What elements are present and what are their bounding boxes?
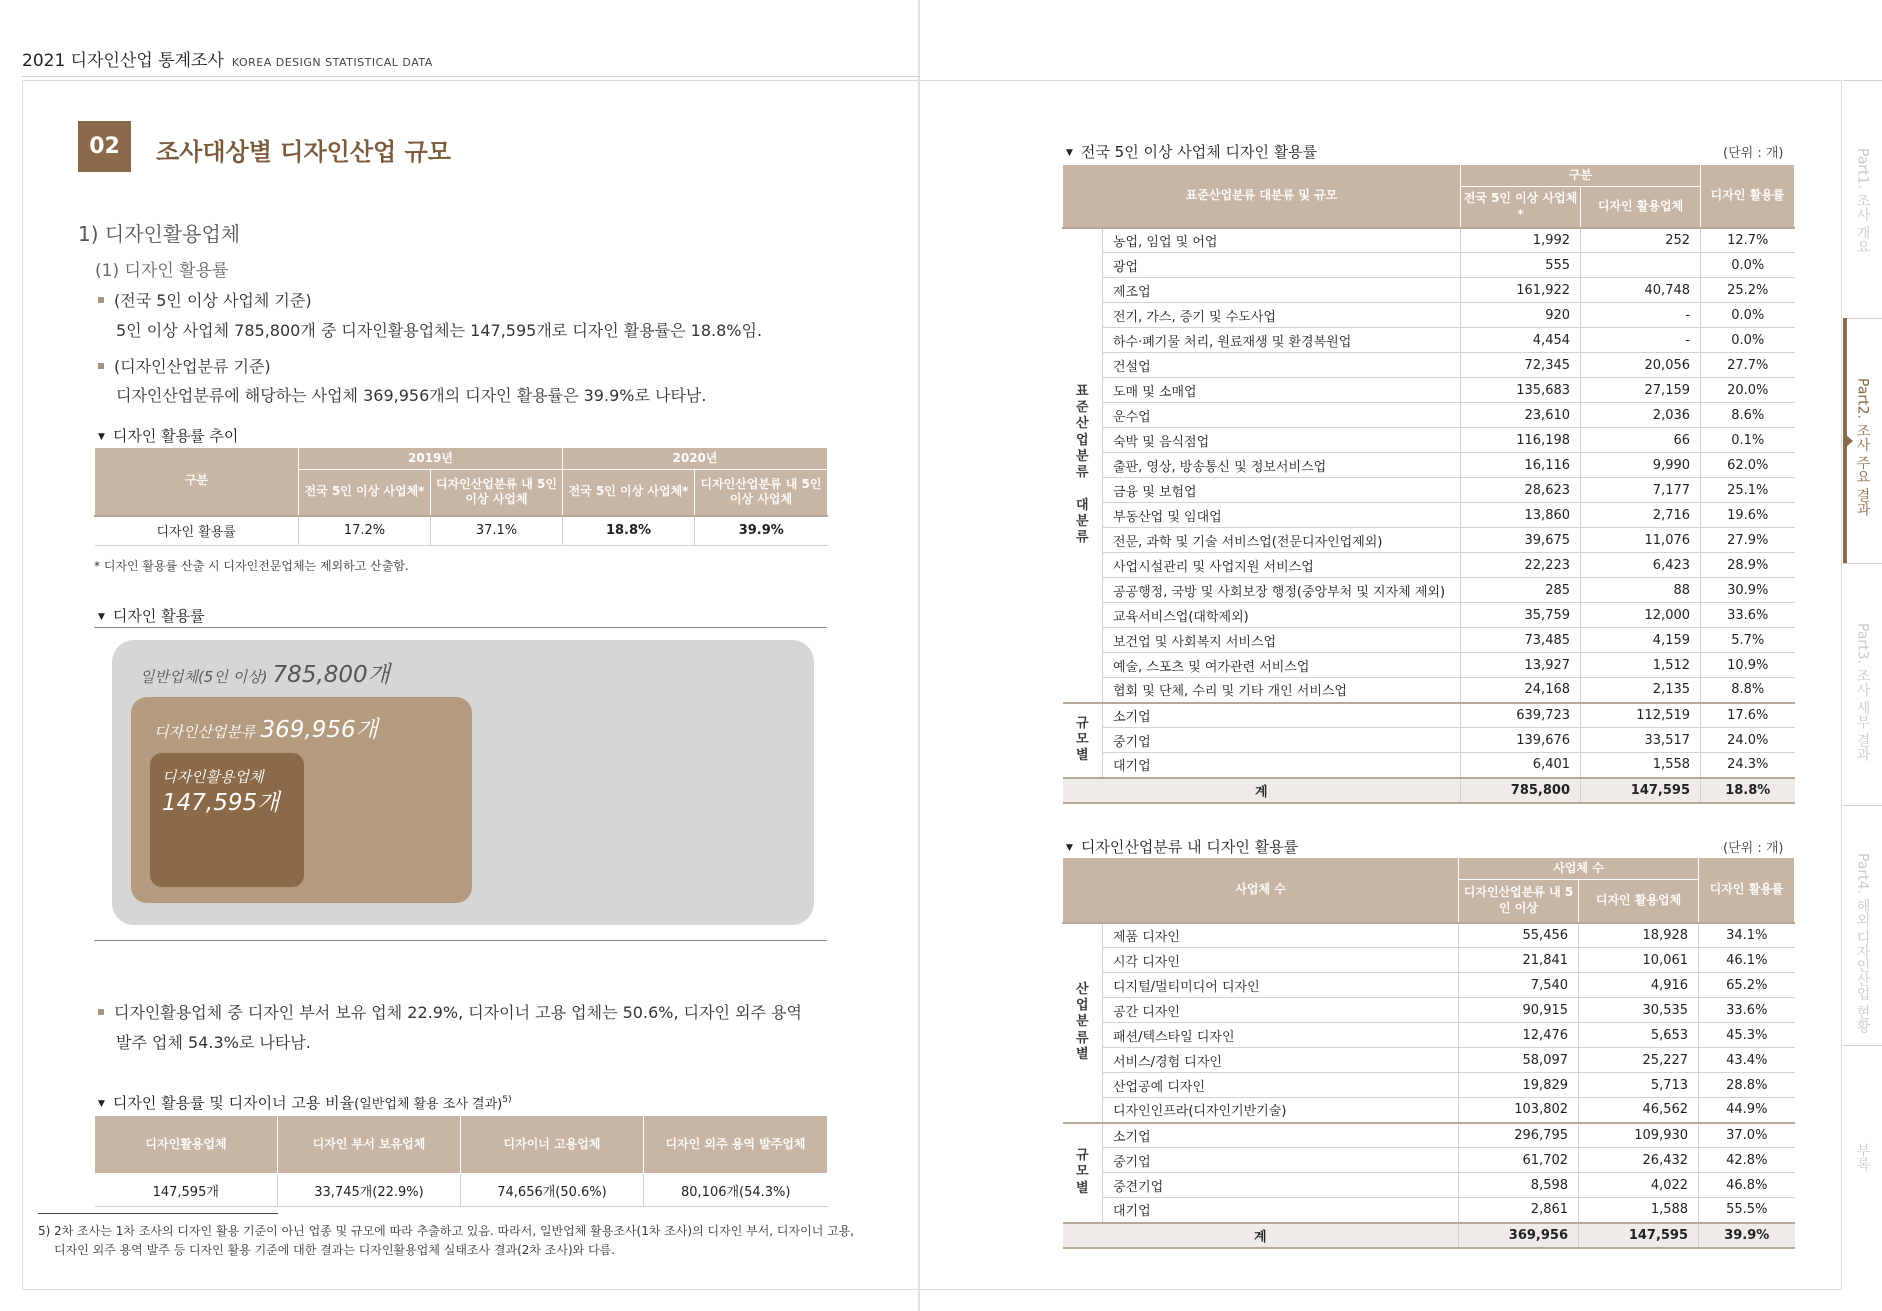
- row-design-count: 40,748: [1581, 278, 1701, 303]
- row-design-count: 1,512: [1581, 653, 1701, 678]
- footnote-rule: [38, 1213, 278, 1214]
- row-count: 639,723: [1461, 703, 1581, 728]
- footnote-line-1: 5) 2차 조사는 1차 조사의 디자인 활용 기준이 아닌 업종 및 규모에 따라 추출하고 있음. 따라서, 일반업체 활용조사(1차 조사)의 디자인 부서, 디자이너 고용,: [38, 1224, 855, 1238]
- row-count: 296,795: [1459, 1123, 1579, 1148]
- row-design-count: [1581, 253, 1701, 278]
- diagram-title: ▼ 디자인 활용률: [98, 607, 205, 625]
- table1: [1062, 164, 1795, 804]
- row-rate: 19.6%: [1701, 503, 1795, 528]
- trend-table: [94, 447, 828, 546]
- total-value: 369,956: [1459, 1223, 1579, 1248]
- table-row: [1063, 228, 1795, 253]
- trend-subhead: 전국 5인 이상 사업체*: [563, 470, 695, 516]
- side-tab-part1[interactable]: Part1. 조사 개요: [1854, 148, 1871, 254]
- triangle-down-icon: ▼: [1066, 147, 1073, 158]
- tab-divider: [1843, 318, 1882, 319]
- row-rate: 33.6%: [1701, 603, 1795, 628]
- row-count: 135,683: [1461, 378, 1581, 403]
- table-row: [1063, 948, 1795, 973]
- table-row: [1063, 1173, 1795, 1198]
- total-value: 147,595: [1579, 1223, 1699, 1248]
- row-label: 제품 디자인: [1103, 923, 1459, 948]
- row-count: 285: [1461, 578, 1581, 603]
- tab-divider: [1843, 805, 1882, 806]
- row-count: 39,675: [1461, 528, 1581, 553]
- row-design-count: 7,177: [1581, 478, 1701, 503]
- row-count: 12,476: [1459, 1023, 1579, 1048]
- chapter-title: 조사대상별 디자인산업 규모: [156, 138, 451, 166]
- ratio-value: 80,106개(54.3%): [644, 1174, 828, 1207]
- table-row: [1063, 578, 1795, 603]
- triangle-down-icon: ▼: [1066, 842, 1073, 853]
- row-count: 7,540: [1459, 973, 1579, 998]
- side-tab-part2[interactable]: Part2. 조사 주요 결과: [1854, 378, 1871, 517]
- row-design-count: 4,159: [1581, 628, 1701, 653]
- table1-head-group: 구분: [1461, 165, 1701, 187]
- trend-value: 18.8%: [563, 516, 695, 546]
- row-design-count: 4,022: [1579, 1173, 1699, 1198]
- row-rate: 27.7%: [1701, 353, 1795, 378]
- row-design-count: 4,916: [1579, 973, 1699, 998]
- row-design-count: 5,713: [1579, 1073, 1699, 1098]
- tab-divider: [1843, 80, 1882, 81]
- table2-head-col2: 디자인 활용업체: [1579, 880, 1699, 923]
- row-rate: 46.1%: [1699, 948, 1795, 973]
- row-design-count: 1,588: [1579, 1198, 1699, 1223]
- row-rate: 42.8%: [1699, 1148, 1795, 1173]
- row-label: 중견기업: [1103, 1173, 1459, 1198]
- table-row: [1063, 528, 1795, 553]
- ratio-header: 디자인활용업체: [95, 1116, 278, 1174]
- row-design-count: 46,562: [1579, 1098, 1699, 1123]
- row-design-count: 9,990: [1581, 453, 1701, 478]
- diagram-mid-label: 디자인산업분류 369,956개: [154, 717, 378, 743]
- row-rate: 37.0%: [1699, 1123, 1795, 1148]
- ratio-table-title: ▼ 디자인 활용률 및 디자이너 고용 비율(일반업체 활용 조사 결과)$^{5)}$: [98, 1094, 512, 1112]
- diagram-bottom-rule: [94, 940, 827, 941]
- row-label: 산업공예 디자인: [1103, 1073, 1459, 1098]
- table-row: [1063, 653, 1795, 678]
- table-row: [1063, 1198, 1795, 1223]
- table-row: [1063, 353, 1795, 378]
- row-group-label: 표 준 산 업 분 류 대 분 류: [1063, 228, 1103, 703]
- table2-total: [1063, 1223, 1795, 1248]
- row-label: 소기업: [1103, 703, 1461, 728]
- row-count: 22,223: [1461, 553, 1581, 578]
- ratio-header: 디자이너 고용업체: [461, 1116, 644, 1174]
- row-label: 공간 디자인: [1103, 998, 1459, 1023]
- row-design-count: 30,535: [1579, 998, 1699, 1023]
- table2-unit: (단위 : 개): [1723, 841, 1784, 856]
- row-design-count: -: [1581, 303, 1701, 328]
- table-row: [1063, 998, 1795, 1023]
- row-design-count: 1,558: [1581, 753, 1701, 778]
- row-design-count: 27,159: [1581, 378, 1701, 403]
- row-label: 서비스/경험 디자인: [1103, 1048, 1459, 1073]
- trend-value: 39.9%: [695, 516, 828, 546]
- row-design-count: 6,423: [1581, 553, 1701, 578]
- bullet-square-icon: [98, 1009, 104, 1015]
- row-rate: 17.6%: [1701, 703, 1795, 728]
- bullet-2-title: (디자인산업분류 기준): [98, 354, 271, 377]
- table-row: [1063, 403, 1795, 428]
- row-count: 116,198: [1461, 428, 1581, 453]
- table-row: [1063, 503, 1795, 528]
- row-rate: 24.0%: [1701, 728, 1795, 753]
- table-row: [1063, 628, 1795, 653]
- trend-value: 37.1%: [431, 516, 563, 546]
- tab-divider: [1843, 563, 1882, 564]
- bullet-1-title: (전국 5인 이상 사업체 기준): [98, 288, 312, 311]
- row-rate: 45.3%: [1699, 1023, 1795, 1048]
- row-design-count: 2,135: [1581, 678, 1701, 703]
- table-row: [1063, 1123, 1795, 1148]
- row-rate: 25.1%: [1701, 478, 1795, 503]
- row-count: 73,485: [1461, 628, 1581, 653]
- row-design-count: 25,227: [1579, 1048, 1699, 1073]
- row-label: 패션/텍스타일 디자인: [1103, 1023, 1459, 1048]
- table-row: [1063, 603, 1795, 628]
- row-rate: 55.5%: [1699, 1198, 1795, 1223]
- subsection-heading: (1) 디자인 활용률: [95, 261, 229, 281]
- row-design-count: 18,928: [1579, 923, 1699, 948]
- row-label: 중기업: [1103, 728, 1461, 753]
- row-count: 23,610: [1461, 403, 1581, 428]
- row-count: 61,702: [1459, 1148, 1579, 1173]
- table2-head-col1: 디자인산업분류 내 5인 이상: [1459, 880, 1579, 923]
- bullet-3-line-1: 디자인활용업체 중 디자인 부서 보유 업체 22.9%, 디자이너 고용 업체는 50.6%, 디자인 외주 용역: [98, 1000, 802, 1023]
- ratio-table: [94, 1115, 828, 1207]
- triangle-down-icon: ▼: [98, 1098, 105, 1109]
- table-row: [1063, 378, 1795, 403]
- ratio-value: 147,595개: [95, 1174, 278, 1207]
- section-heading: 1) 디자인활용업체: [78, 222, 241, 246]
- row-count: 6,401: [1461, 753, 1581, 778]
- table-row: [1063, 303, 1795, 328]
- table1-body-industry: [1063, 228, 1795, 703]
- row-label: 운수업: [1103, 403, 1461, 428]
- row-label: 광업: [1103, 253, 1461, 278]
- row-design-count: 66: [1581, 428, 1701, 453]
- row-count: 19,829: [1459, 1073, 1579, 1098]
- table2-body-size: [1063, 1123, 1795, 1223]
- row-group-label: 규 모 별: [1063, 703, 1103, 778]
- row-count: 555: [1461, 253, 1581, 278]
- row-label: 숙박 및 음식점업: [1103, 428, 1461, 453]
- row-design-count: 112,519: [1581, 703, 1701, 728]
- row-rate: 43.4%: [1699, 1048, 1795, 1073]
- row-design-count: 10,061: [1579, 948, 1699, 973]
- table-row: [1063, 478, 1795, 503]
- row-count: 161,922: [1461, 278, 1581, 303]
- total-label: 계: [1063, 1223, 1459, 1248]
- row-rate: 28.9%: [1701, 553, 1795, 578]
- row-rate: 0.0%: [1701, 253, 1795, 278]
- table-row: [1063, 973, 1795, 998]
- table-row: [1063, 278, 1795, 303]
- tab-divider: [1843, 1045, 1882, 1046]
- table-row: [1063, 1048, 1795, 1073]
- table-row: [1063, 328, 1795, 353]
- diagram-inner-label: 디자인활용업체: [162, 768, 264, 786]
- row-label: 사업시설관리 및 사업지원 서비스업: [1103, 553, 1461, 578]
- row-label: 전문, 과학 및 기술 서비스업(전문디자인업제외): [1103, 528, 1461, 553]
- row-design-count: 2,036: [1581, 403, 1701, 428]
- total-value: 785,800: [1461, 778, 1581, 803]
- row-label: 디지털/멀티미디어 디자인: [1103, 973, 1459, 998]
- table2-title: ▼ 디자인산업분류 내 디자인 활용률: [1066, 838, 1299, 856]
- row-label: 하수·폐기물 처리, 원료재생 및 환경복원업: [1103, 328, 1461, 353]
- row-rate: 24.3%: [1701, 753, 1795, 778]
- bullet-square-icon: [98, 363, 104, 369]
- row-design-count: 11,076: [1581, 528, 1701, 553]
- trend-table-note: * 디자인 활용률 산출 시 디자인전문업체는 제외하고 산출함.: [94, 559, 409, 573]
- table1-total: [1063, 778, 1795, 803]
- row-design-count: 252: [1581, 228, 1701, 253]
- row-rate: 0.0%: [1701, 303, 1795, 328]
- row-label: 협회 및 단체, 수리 및 기타 개인 서비스업: [1103, 678, 1461, 703]
- table-row: [1063, 923, 1795, 948]
- table-row: [1063, 753, 1795, 778]
- trend-table-title: ▼ 디자인 활용률 추이: [98, 427, 239, 445]
- row-design-count: 109,930: [1579, 1123, 1699, 1148]
- table-row: [1063, 1098, 1795, 1123]
- row-label: 금융 및 보험업: [1103, 478, 1461, 503]
- row-rate: 30.9%: [1701, 578, 1795, 603]
- row-label: 소기업: [1103, 1123, 1459, 1148]
- row-rate: 28.8%: [1699, 1073, 1795, 1098]
- row-label: 대기업: [1103, 753, 1461, 778]
- row-count: 2,861: [1459, 1198, 1579, 1223]
- row-rate: 62.0%: [1701, 453, 1795, 478]
- table-row: [1063, 728, 1795, 753]
- row-label: 도매 및 소매업: [1103, 378, 1461, 403]
- running-head-subtitle: KOREA DESIGN STATISTICAL DATA: [231, 56, 433, 69]
- bullet-2-text: 디자인산업분류에 해당하는 사업체 369,956개의 디자인 활용률은 39.9%로 나타남.: [116, 386, 707, 405]
- row-design-count: 2,716: [1581, 503, 1701, 528]
- bullet-1-text: 5인 이상 사업체 785,800개 중 디자인활용업체는 147,595개로 디자인 활용률은 18.8%임.: [116, 321, 763, 340]
- trend-subhead: 디자인산업분류 내 5인 이상 사업체: [695, 470, 828, 516]
- side-tab-appendix[interactable]: 부록: [1854, 1143, 1871, 1171]
- ratio-header: 디자인 부서 보유업체: [278, 1116, 461, 1174]
- row-label: 제조업: [1103, 278, 1461, 303]
- row-rate: 27.9%: [1701, 528, 1795, 553]
- row-label: 부동산업 및 임대업: [1103, 503, 1461, 528]
- row-design-count: 88: [1581, 578, 1701, 603]
- running-head: [22, 46, 433, 71]
- row-rate: 44.9%: [1699, 1098, 1795, 1123]
- row-label: 전기, 가스, 증기 및 수도사업: [1103, 303, 1461, 328]
- row-rate: 34.1%: [1699, 923, 1795, 948]
- table-total-row: [1063, 1223, 1795, 1248]
- row-count: 4,454: [1461, 328, 1581, 353]
- table1-title: ▼ 전국 5인 이상 사업체 디자인 활용률: [1066, 143, 1318, 161]
- row-label: 시각 디자인: [1103, 948, 1459, 973]
- table1-body-size: [1063, 703, 1795, 778]
- trend-row-label: 디자인 활용률: [95, 516, 299, 546]
- running-head-title: 2021 디자인산업 통계조사: [22, 51, 224, 71]
- row-design-count: 26,432: [1579, 1148, 1699, 1173]
- row-label: 교육서비스업(대학제외): [1103, 603, 1461, 628]
- ratio-value: 74,656개(50.6%): [461, 1174, 644, 1207]
- row-label: 공공행정, 국방 및 사회보장 행정(중앙부처 및 지자체 제외): [1103, 578, 1461, 603]
- total-value: 39.9%: [1699, 1223, 1795, 1248]
- table2-head-rate: 디자인 활용률: [1699, 858, 1795, 923]
- row-label: 농업, 임업 및 어업: [1103, 228, 1461, 253]
- row-rate: 46.8%: [1699, 1173, 1795, 1198]
- row-count: 55,456: [1459, 923, 1579, 948]
- trend-year-2020: 2020년: [563, 448, 828, 470]
- row-design-count: 12,000: [1581, 603, 1701, 628]
- table-row: [1063, 453, 1795, 478]
- table-row: [1063, 1148, 1795, 1173]
- row-count: 58,097: [1459, 1048, 1579, 1073]
- row-rate: 8.6%: [1701, 403, 1795, 428]
- chapter-number: 02: [78, 121, 131, 172]
- row-count: 28,623: [1461, 478, 1581, 503]
- total-label: 계: [1063, 778, 1461, 803]
- table-row: [1063, 1073, 1795, 1098]
- triangle-down-icon: ▼: [98, 431, 105, 442]
- row-count: 21,841: [1459, 948, 1579, 973]
- trend-subhead: 디자인산업분류 내 5인 이상 사업체: [431, 470, 563, 516]
- table1-head-col2: 디자인 활용업체: [1581, 187, 1701, 228]
- row-label: 건설업: [1103, 353, 1461, 378]
- total-value: 18.8%: [1701, 778, 1795, 803]
- row-count: 103,802: [1459, 1098, 1579, 1123]
- row-rate: 20.0%: [1701, 378, 1795, 403]
- table2-body-industry: [1063, 923, 1795, 1123]
- row-count: 1,992: [1461, 228, 1581, 253]
- row-count: 8,598: [1459, 1173, 1579, 1198]
- row-design-count: 20,056: [1581, 353, 1701, 378]
- row-rate: 12.7%: [1701, 228, 1795, 253]
- diagram-top-rule: [94, 627, 827, 628]
- row-count: 13,927: [1461, 653, 1581, 678]
- table2-head-group: 사업체 수: [1459, 858, 1699, 880]
- row-count: 35,759: [1461, 603, 1581, 628]
- row-rate: 0.1%: [1701, 428, 1795, 453]
- row-rate: 65.2%: [1699, 973, 1795, 998]
- row-label: 대기업: [1103, 1198, 1459, 1223]
- table-row: [1063, 428, 1795, 453]
- row-label: 출판, 영상, 방송통신 및 정보서비스업: [1103, 453, 1461, 478]
- table-row: [1063, 1023, 1795, 1048]
- table2: [1062, 857, 1795, 1249]
- row-group-label: 산 업 분 류 별: [1063, 923, 1103, 1123]
- row-label: 보건업 및 사회복지 서비스업: [1103, 628, 1461, 653]
- table2-head-label: 사업체 수: [1063, 858, 1459, 923]
- side-tab-part4[interactable]: Part4. 해외 디자인산업 현황: [1854, 853, 1871, 1034]
- row-count: 920: [1461, 303, 1581, 328]
- row-label: 예술, 스포츠 및 여가관련 서비스업: [1103, 653, 1461, 678]
- table-row: [1063, 553, 1795, 578]
- row-label: 중기업: [1103, 1148, 1459, 1173]
- side-tab-part3[interactable]: Part3. 조사 세부 결과: [1854, 623, 1871, 762]
- running-head-rule: [22, 76, 920, 77]
- row-rate: 5.7%: [1701, 628, 1795, 653]
- table1-head-rate: 디자인 활용률: [1701, 165, 1795, 228]
- row-rate: 33.6%: [1699, 998, 1795, 1023]
- row-rate: 10.9%: [1701, 653, 1795, 678]
- row-count: 72,345: [1461, 353, 1581, 378]
- page-spine: [918, 0, 920, 1311]
- row-design-count: 5,653: [1579, 1023, 1699, 1048]
- diagram-outer-label: 일반업체(5인 이상) 785,800개: [140, 662, 390, 688]
- row-count: 139,676: [1461, 728, 1581, 753]
- bullet-3-line-2: 발주 업체 54.3%로 나타남.: [116, 1033, 311, 1052]
- trend-subhead: 전국 5인 이상 사업체*: [299, 470, 431, 516]
- diagram-inner-value: 147,595개: [162, 790, 280, 816]
- ratio-header: 디자인 외주 용역 발주업체: [644, 1116, 828, 1174]
- table-total-row: [1063, 778, 1795, 803]
- row-rate: 8.8%: [1701, 678, 1795, 703]
- row-group-label: 규 모 별: [1063, 1123, 1103, 1223]
- trend-table-corner: 구분: [95, 448, 299, 516]
- row-design-count: -: [1581, 328, 1701, 353]
- table-row: [1063, 253, 1795, 278]
- table1-unit: (단위 : 개): [1723, 146, 1784, 161]
- row-count: 90,915: [1459, 998, 1579, 1023]
- table-row: [1063, 703, 1795, 728]
- row-design-count: 33,517: [1581, 728, 1701, 753]
- bullet-square-icon: [98, 297, 104, 303]
- ratio-value: 33,745개(22.9%): [278, 1174, 461, 1207]
- trend-value: 17.2%: [299, 516, 431, 546]
- row-count: 13,860: [1461, 503, 1581, 528]
- trend-year-2019: 2019년: [299, 448, 563, 470]
- total-value: 147,595: [1581, 778, 1701, 803]
- row-label: 디자인인프라(디자인기반기술): [1103, 1098, 1459, 1123]
- row-rate: 25.2%: [1701, 278, 1795, 303]
- footnote-line-2: 디자인 외주 용역 발주 등 디자인 활용 기준에 대한 결과는 디자인활용업체 실태조사 결과(2차 조사)와 다름.: [54, 1243, 616, 1257]
- table1-head-col1: 전국 5인 이상 사업체*: [1461, 187, 1581, 228]
- triangle-down-icon: ▼: [98, 611, 105, 622]
- row-count: 16,116: [1461, 453, 1581, 478]
- row-rate: 0.0%: [1701, 328, 1795, 353]
- table1-head-label: 표준산업분류 대분류 및 규모: [1063, 165, 1461, 228]
- table-row: [1063, 678, 1795, 703]
- row-count: 24,168: [1461, 678, 1581, 703]
